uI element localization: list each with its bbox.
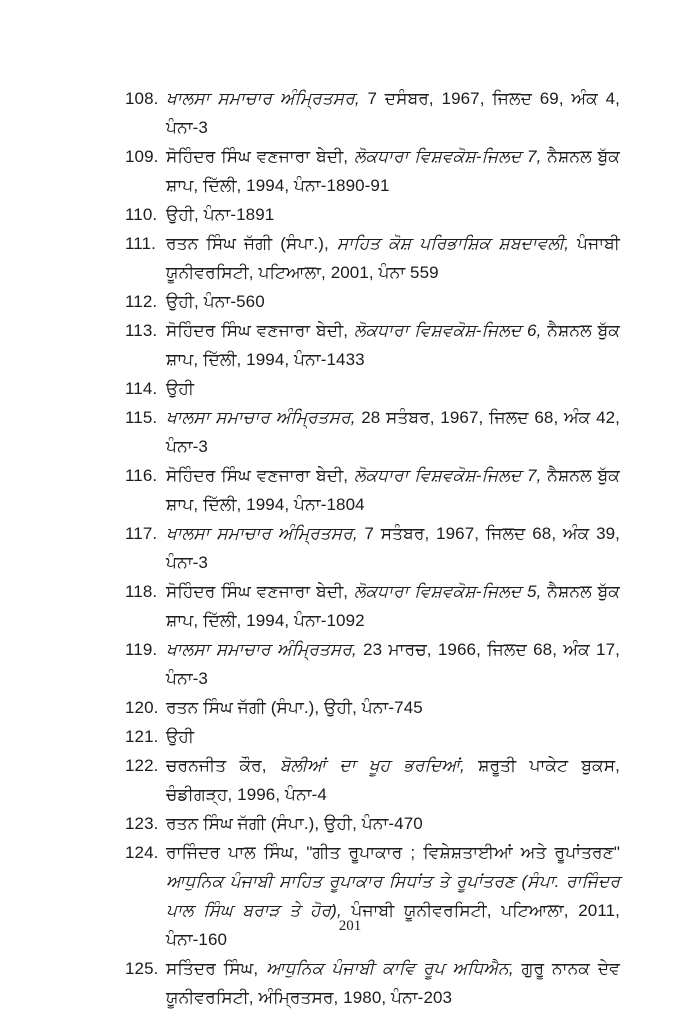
reference-number: 124. bbox=[125, 843, 159, 862]
reference-item bbox=[125, 229, 620, 287]
reference-text: ਚਰਨਜੀਤ ਕੌਰ, bbox=[166, 756, 280, 775]
reference-title: ਖਾਲਸਾ ਸਮਾਚਾਰ ਅੰਮ੍ਰਿਤਸਰ, bbox=[166, 640, 364, 659]
reference-number: 125. bbox=[125, 959, 159, 978]
reference-text: ਸੋਹਿੰਦਰ ਸਿੰਘ ਵਣਜਾਰਾ ਬੇਦੀ, bbox=[166, 147, 354, 166]
reference-item bbox=[125, 403, 620, 461]
reference-text: 7 ਦਸੰਬਰ, 1967, ਜਿਲਦ 69, ਅੰਕ 4, ਪੰਨਾ-3 bbox=[166, 89, 621, 137]
reference-text: 23 ਮਾਰਚ, 1966, ਜਿਲਦ 68, ਅੰਕ 17, ਪੰਨਾ-3 bbox=[166, 640, 620, 688]
reference-title: ਆਧੁਨਿਕ ਪੰਜਾਬੀ ਕਾਵਿ ਰੂਪ ਅਧਿਐਨ, bbox=[266, 959, 522, 978]
reference-item bbox=[125, 316, 620, 374]
reference-title: ਖਾਲਸਾ ਸਮਾਚਾਰ ਅੰਮ੍ਰਿਤਸਰ, bbox=[166, 408, 362, 427]
reference-text: ਰਤਨ ਸਿੰਘ ਜੱਗੀ (ਸੰਪਾ.), ਉਹੀ, ਪੰਨਾ-470 bbox=[166, 814, 423, 833]
reference-item bbox=[125, 519, 620, 577]
reference-item bbox=[125, 287, 620, 316]
reference-title: ਲੋਕਧਾਰਾ ਵਿਸ਼ਵਕੋਸ਼-ਜਿਲਦ 5, bbox=[353, 582, 548, 601]
reference-item bbox=[125, 809, 620, 838]
reference-text: ਉਹੀ bbox=[166, 379, 195, 398]
reference-text: ਪੰਜਾਬੀ ਯੂਨੀਵਰਸਿਟੀ, ਪਟਿਆਲਾ, 2011, ਪੰਨਾ-160 bbox=[166, 901, 621, 949]
reference-number: 115. bbox=[125, 408, 158, 427]
reference-number: 117. bbox=[125, 524, 158, 543]
reference-text: ਉਹੀ, ਪੰਨਾ-1891 bbox=[166, 205, 275, 224]
reference-item bbox=[125, 838, 620, 954]
reference-item bbox=[125, 722, 620, 751]
reference-text: ਰਤਨ ਸਿੰਘ ਜੱਗੀ (ਸੰਪਾ.), ਉਹੀ, ਪੰਨਾ-745 bbox=[166, 698, 423, 717]
reference-item bbox=[125, 635, 620, 693]
reference-text: ਨੈਸ਼ਨਲ ਬੁੱਕ ਸ਼ਾਪ, ਦਿੱਲੀ, 1994, ਪੰਨਾ-1890-91 bbox=[166, 147, 621, 195]
reference-text: ਸਤਿੰਦਰ ਸਿੰਘ, bbox=[166, 959, 267, 978]
reference-text: ਸੋਹਿੰਦਰ ਸਿੰਘ ਵਣਜਾਰਾ ਬੇਦੀ, bbox=[166, 466, 354, 485]
reference-item bbox=[125, 577, 620, 635]
reference-item bbox=[125, 751, 620, 809]
reference-number: 109. bbox=[125, 147, 159, 166]
reference-text: ਰਤਨ ਸਿੰਘ ਜੱਗੀ (ਸੰਪਾ.), bbox=[166, 234, 337, 253]
reference-title: ਲੋਕਧਾਰਾ ਵਿਸ਼ਵਕੋਸ਼-ਜਿਲਦ 6, bbox=[353, 321, 548, 340]
reference-number: 119. bbox=[125, 640, 158, 659]
reference-text: ਨੈਸ਼ਨਲ ਬੁੱਕ ਸ਼ਾਪ, ਦਿੱਲੀ, 1994, ਪੰਨਾ-1092 bbox=[166, 582, 621, 630]
reference-item bbox=[125, 461, 620, 519]
reference-text: ਉਹੀ bbox=[166, 727, 195, 746]
reference-text: ਸ਼ਰੂਤੀ ਪਾਕੇਟ ਬੁਕਸ, ਚੰਡੀਗੜ੍ਹ, 1996, ਪੰਨਾ-4 bbox=[166, 756, 620, 804]
reference-title: ਆਧੁਨਿਕ ਪੰਜਾਬੀ ਸਾਹਿਤ ਰੂਪਾਕਾਰ ਸਿਧਾਂਤ ਤੇ ਰੂਪਾਂਤਰਣ (ਸੰਪਾ. ਰਾਜਿੰਦਰ ਪਾਲ ਸਿੰਘ ਬਰਾੜ ਤੇ ਹੋਰ), bbox=[166, 872, 620, 920]
reference-number: 123. bbox=[125, 814, 159, 833]
reference-number: 121. bbox=[125, 727, 159, 746]
reference-number: 112. bbox=[125, 292, 158, 311]
reference-number: 122. bbox=[125, 756, 159, 775]
reference-item bbox=[125, 200, 620, 229]
reference-text: ਉਹੀ, ਪੰਨਾ-560 bbox=[166, 292, 265, 311]
reference-text: ਨੈਸ਼ਨਲ ਬੁੱਕ ਸ਼ਾਪ, ਦਿੱਲੀ, 1994, ਪੰਨਾ-1433 bbox=[166, 321, 621, 369]
reference-title: ਖਾਲਸਾ ਸਮਾਚਾਰ ਅੰਮ੍ਰਿਤਸਰ, bbox=[166, 524, 365, 543]
reference-text: ਗੁਰੂ ਨਾਨਕ ਦੇਵ ਯੂਨੀਵਰਸਿਟੀ, ਅੰਮ੍ਰਿਤਸਰ, 1980, ਪੰਨਾ-203 bbox=[166, 959, 620, 1007]
reference-text: 7 ਸਤੰਬਰ, 1967, ਜਿਲਦ 68, ਅੰਕ 39, ਪੰਨਾ-3 bbox=[166, 524, 620, 572]
reference-item bbox=[125, 84, 620, 142]
reference-title: ਲੋਕਧਾਰਾ ਵਿਸ਼ਵਕੋਸ਼-ਜਿਲਦ 7, bbox=[353, 147, 548, 166]
reference-number: 111. bbox=[125, 234, 156, 253]
reference-number: 113. bbox=[125, 321, 158, 340]
reference-title: ਸਾਹਿਤ ਕੋਸ਼ ਪਰਿਭਾਸ਼ਿਕ ਸ਼ਬਦਾਵਲੀ, bbox=[336, 234, 578, 253]
reference-text: ਰਾਜਿੰਦਰ ਪਾਲ ਸਿੰਘ, "ਗੀਤ ਰੂਪਾਕਾਰ ; ਵਿਸ਼ੇਸ਼ਤਾਈਆਂ ਅਤੇ ਰੂਪਾਂਤਰਣ" bbox=[166, 843, 620, 862]
reference-item bbox=[125, 142, 620, 200]
reference-number: 118. bbox=[125, 582, 158, 601]
reference-list bbox=[125, 84, 620, 1012]
reference-text: ਸੋਹਿੰਦਰ ਸਿੰਘ ਵਣਜਾਰਾ ਬੇਦੀ, bbox=[166, 582, 354, 601]
reference-number: 120. bbox=[125, 698, 159, 717]
reference-item bbox=[125, 693, 620, 722]
reference-number: 114. bbox=[125, 379, 158, 398]
reference-text: 28 ਸਤੰਬਰ, 1967, ਜਿਲਦ 68, ਅੰਕ 42, ਪੰਨਾ-3 bbox=[166, 408, 620, 456]
page-number: 201 bbox=[338, 918, 362, 934]
reference-item bbox=[125, 374, 620, 403]
reference-number: 116. bbox=[125, 466, 158, 485]
reference-text: ਪੰਜਾਬੀ ਯੂਨੀਵਰਸਿਟੀ, ਪਟਿਆਲਾ, 2001, ਪੰਨਾ 559 bbox=[166, 234, 620, 282]
reference-title: ਬੋਲੀਆਂ ਦਾ ਖੂਹ ਭਰਦਿਆਂ, bbox=[279, 756, 479, 775]
reference-item bbox=[125, 954, 620, 1012]
reference-number: 110. bbox=[125, 205, 158, 224]
reference-text: ਨੈਸ਼ਨਲ ਬੁੱਕ ਸ਼ਾਪ, ਦਿੱਲੀ, 1994, ਪੰਨਾ-1804 bbox=[166, 466, 621, 514]
reference-title: ਲੋਕਧਾਰਾ ਵਿਸ਼ਵਕੋਸ਼-ਜਿਲਦ 7, bbox=[353, 466, 548, 485]
reference-title: ਖਾਲਸਾ ਸਮਾਚਾਰ ਅੰਮ੍ਰਿਤਸਰ, bbox=[166, 89, 368, 108]
reference-number: 108. bbox=[125, 89, 159, 108]
reference-text: ਸੋਹਿੰਦਰ ਸਿੰਘ ਵਣਜਾਰਾ ਬੇਦੀ, bbox=[166, 321, 354, 340]
